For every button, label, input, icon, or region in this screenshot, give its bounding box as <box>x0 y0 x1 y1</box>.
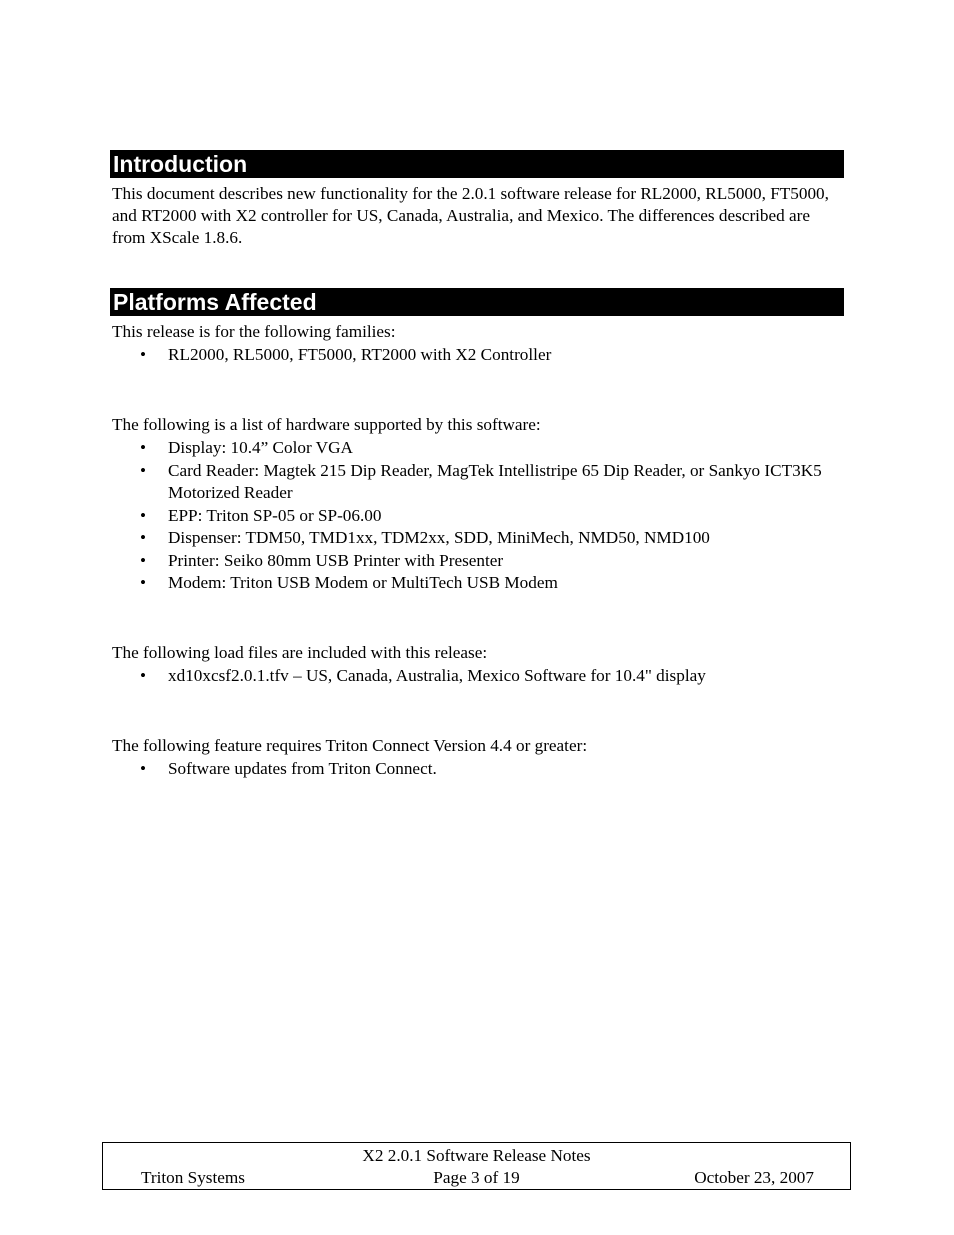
list-item: • Software updates from Triton Connect. <box>112 758 842 781</box>
bullet-icon: • <box>140 438 147 457</box>
bullet-icon: • <box>140 528 147 547</box>
introduction-heading: Introduction <box>110 150 844 178</box>
bullet-icon: • <box>140 550 147 570</box>
footer-doc-title: X2 2.0.1 Software Release Notes <box>362 1146 591 1165</box>
feature-intro: The following feature requires Triton Connect Version 4.4 or greater: <box>112 736 588 755</box>
list-item: • Modem: Triton USB Modem or MultiTech USB Modem <box>112 572 842 595</box>
list-item: • xd10xcsf2.0.1.tfv – US, Canada, Australia, Mexico Software for 10.4" display <box>112 665 842 688</box>
list-item: • Printer: Seiko 80mm USB Printer with Presenter <box>112 550 842 573</box>
footer-page-number: Page 3 of 19 <box>433 1168 520 1187</box>
bullet-icon: • <box>140 666 147 685</box>
bullet-icon: • <box>140 759 147 778</box>
page-footer <box>102 1142 851 1190</box>
bullet-icon: • <box>140 505 147 525</box>
platforms-heading: Platforms Affected <box>110 288 844 316</box>
load-files-list <box>112 665 842 688</box>
families-intro: This release is for the following families: <box>112 322 396 341</box>
hardware-intro: The following is a list of hardware supported by this software: <box>112 415 541 434</box>
footer-company: Triton Systems <box>141 1168 245 1187</box>
list-item: • Card Reader: Magtek 215 Dip Reader, MagTek Intellistripe 65 Dip Reader, or Sankyo ICT3K5 Motorized Reader <box>140 460 822 502</box>
load-files-intro: The following load files are included with this release: <box>112 643 488 662</box>
footer-date: October 23, 2007 <box>694 1168 814 1187</box>
list-item: • Dispenser: TDM50, TMD1xx, TDM2xx, SDD, MiniMech, NMD50, NMD100 <box>112 527 842 550</box>
bullet-icon: • <box>140 460 147 480</box>
list-item: • EPP: Triton SP-05 or SP-06.00 <box>112 505 842 528</box>
list-item: • Display: 10.4” Color VGA <box>112 437 842 460</box>
bullet-icon: • <box>140 345 147 364</box>
list-item: • RL2000, RL5000, FT5000, RT2000 with X2 Controller <box>112 344 842 367</box>
bullet-icon: • <box>140 573 147 592</box>
hardware-list <box>112 437 842 595</box>
introduction-body: This document describes new functionality for the 2.0.1 software release for RL2000, RL5000, FT5000, and RT2000 with X2 controller for US, Canada, Australia, and Mexico. The differences described are from XScale 1.8.6. <box>112 184 829 247</box>
families-list <box>112 344 842 367</box>
features-list <box>112 758 842 781</box>
